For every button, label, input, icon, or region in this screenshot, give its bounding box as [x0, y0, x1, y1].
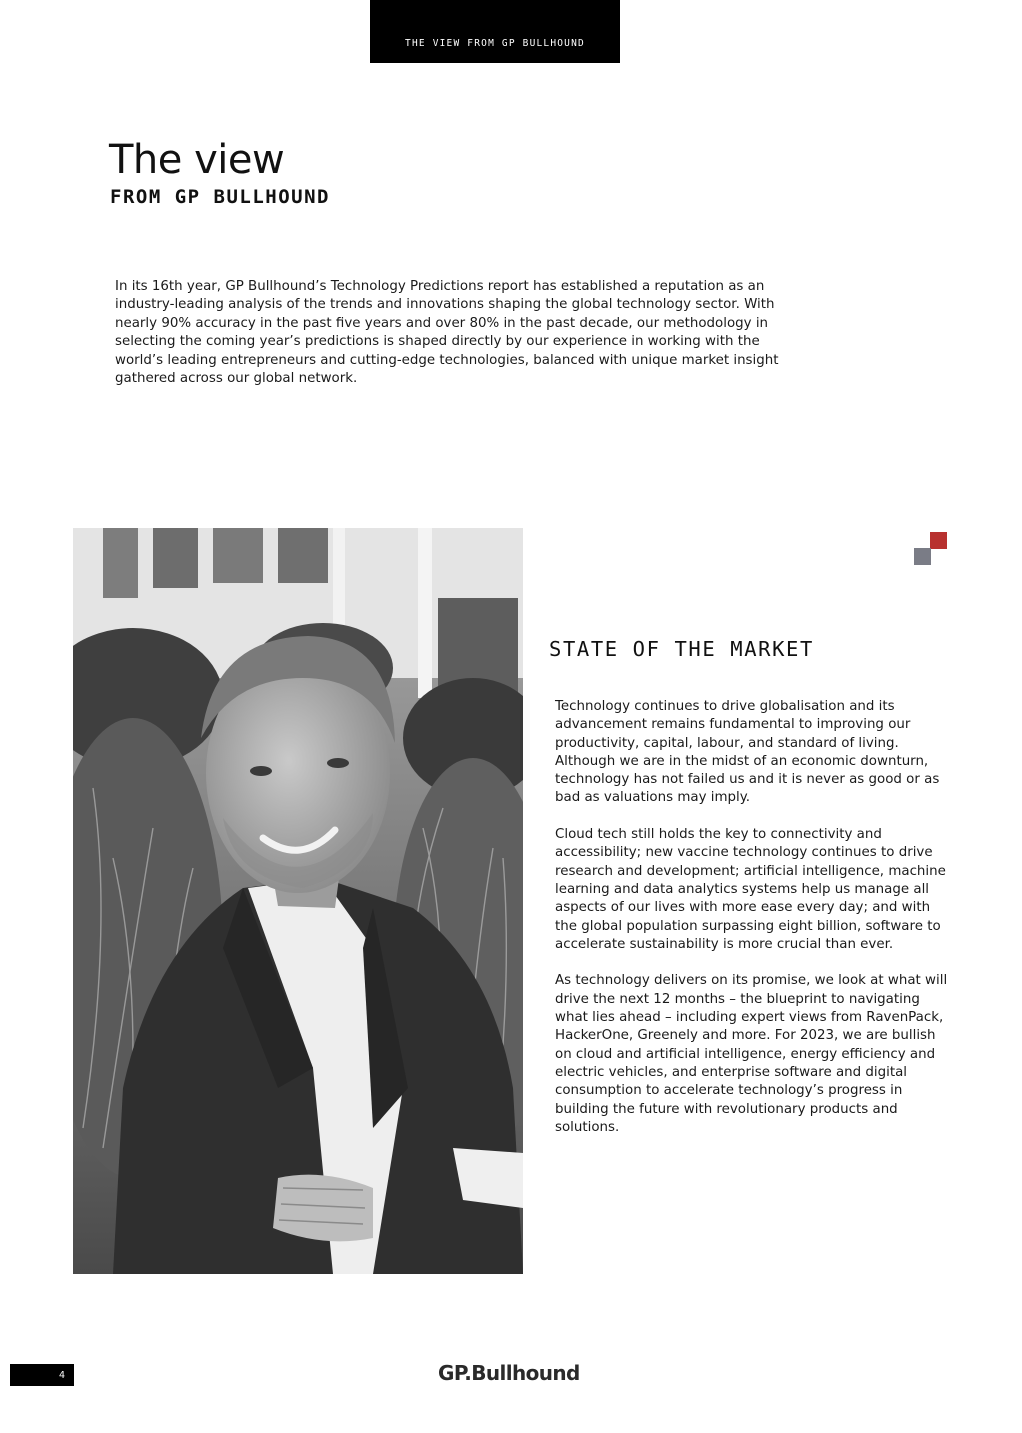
page-title: The view: [109, 137, 285, 183]
header-tab: [370, 0, 620, 63]
section-heading: STATE OF THE MARKET: [549, 637, 814, 661]
portrait-photo: [73, 528, 523, 1274]
section-body: [555, 698, 950, 1155]
grey-square-icon: [914, 548, 931, 565]
red-square-icon: [930, 532, 947, 549]
brand-logo: GP.Bullhound: [438, 1361, 580, 1385]
decorative-squares: [914, 532, 948, 566]
page-number-label: 4: [58, 1369, 65, 1381]
intro-paragraph: In its 16th year, GP Bullhound’s Technology Predictions report has established a reputation as an industry-leading analysis of the trends and innovations shaping the global technology sector. With nearly 90% accuracy in the past five years and over 80% in the past decade, our methodology in selecting the coming year’s predictions is shaped directly by our experience in working with the world’s leading entrepreneurs and cutting-edge technologies, balanced with unique market insight gathered across our global network.: [115, 279, 779, 387]
header-tab-label: THE VIEW FROM GP BULLHOUND: [405, 38, 585, 49]
page-number: [10, 1364, 74, 1386]
page-subtitle: FROM GP BULLHOUND: [110, 186, 330, 208]
body-paragraph: As technology delivers on its promise, we look at what will drive the next 12 months – the blueprint to navigating what lies ahead – including expert views from RavenPack, HackerOne, Greenely and more. For 2023, we are bullish on cloud and artificial intelligence, energy efficiency and electric vehicles, and enterprise software and digital consumption to accelerate technology’s progress in building the future with revolutionary products and solutions.: [555, 973, 948, 1135]
body-paragraph: Technology continues to drive globalisation and its advancement remains fundamental to improving our productivity, capital, labour, and standard of living. Although we are in the midst of an economic downturn, technology has not failed us and it is never as good or as bad as valuations may imply.: [555, 699, 940, 806]
body-paragraph: Cloud tech still holds the key to connectivity and accessibility; new vaccine technology continues to drive research and development; artificial intelligence, machine learning and data analytics systems help us manage all aspects of our lives with more ease every day; and with the global population surpassing eight billion, software to accelerate sustainability is more crucial than ever.: [555, 827, 946, 952]
